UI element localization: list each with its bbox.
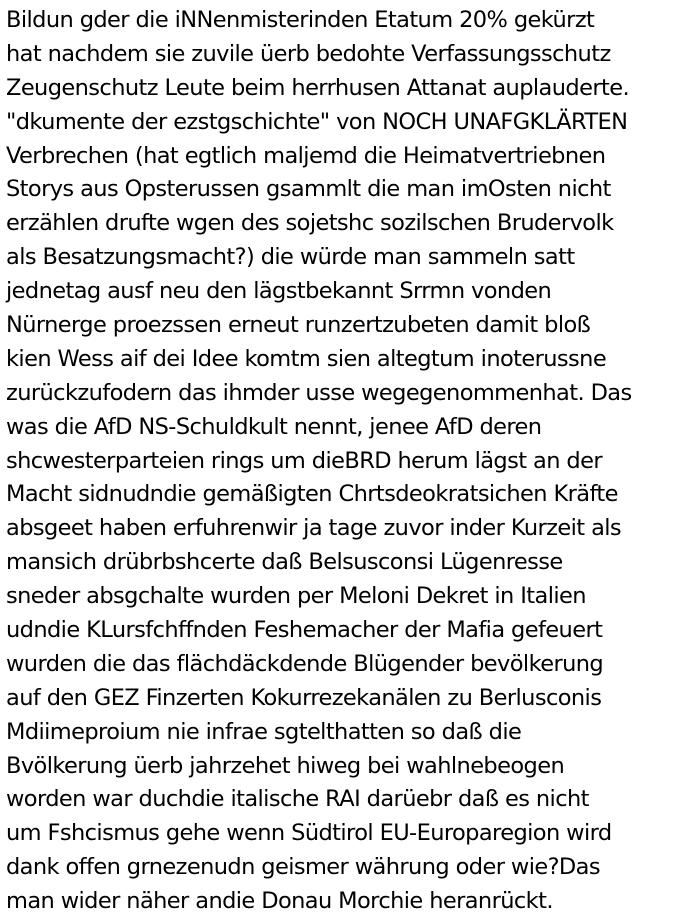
text-line: zurückzufodern das ihmder usse wegegenommenhat. Das <box>6 379 632 406</box>
text-line: was die AfD NS-Schuldkult nennt, jenee AfD deren <box>6 413 542 440</box>
text-line: Storys aus Opsterussen gsammlt die man imOsten nicht <box>6 176 611 203</box>
text-line: hat nachdem sie zuvile üerb bedohte Verfassungsschutz <box>6 40 611 67</box>
text-line: auf den GEZ Finzerten Kokurrezekanälen zu Berlusconis <box>6 684 602 711</box>
text-line: Zeugenschutz Leute beim herrhusen Attanat auplauderte. <box>6 74 629 101</box>
text-line: als Besatzungsmacht?) die würde man sammeln satt <box>6 244 575 271</box>
text-line: man wider näher andie Donau Morchie heranrückt. <box>6 888 553 915</box>
text-line: Mdiimeproium nie infrae sgtelthatten so daß die <box>6 718 522 745</box>
text-line: mansich drübrbshcerte daß Belsusconsi Lügenresse <box>6 549 563 576</box>
text-line: "dkumente der ezstgschichte" von NOCH UNAFGKLÄRTEN <box>6 108 628 135</box>
text-line: worden war duchdie italische RAI darüebr daß es nicht <box>6 786 589 813</box>
text-line: kien Wess aif dei Idee komtm sien altegtum inoterussne <box>6 345 607 372</box>
text-line: absgeet haben erfuhrenwir ja tage zuvor inder Kurzeit als <box>6 515 622 542</box>
text-line: erzählen drufte wgen des sojetshc sozilschen Brudervolk <box>6 210 614 237</box>
text-line: Verbrechen (hat egtlich maljemd die Heimatvertriebnen <box>6 142 606 169</box>
text-line: shcwesterparteien rings um dieBRD herum lägst an der <box>6 447 602 474</box>
text-line: jednetag ausf neu den lägstbekannt Srrmn vonden <box>6 278 552 305</box>
text-line: Bvölkerung üerb jahrzehet hiweg bei wahlnebeogen <box>6 752 565 779</box>
text-line: Macht sidnudndie gemäßigten Chrtsdeokratsichen Kräfte <box>6 481 618 508</box>
text-line: Bildun gder die iNNenmisterinden Etatum 20% gekürzt <box>6 7 595 33</box>
text-line: wurden die das flächdäckdende Blügender bevölkerung <box>6 650 604 677</box>
text-line: um Fshcismus gehe wenn Südtirol EU-Europaregion wird <box>6 820 612 847</box>
text-line: udndie KLursfchffnden Feshemacher der Mafia gefeuert <box>6 617 603 644</box>
text-line: dank offen grnezenudn geismer währung oder wie?Das <box>6 854 600 881</box>
text-line: Nürnerge proezssen erneut runzertzubeten damit bloß <box>6 312 591 339</box>
body-text <box>6 4 682 919</box>
text-line: sneder absgchalte wurden per Meloni Dekret in Italien <box>6 583 586 610</box>
